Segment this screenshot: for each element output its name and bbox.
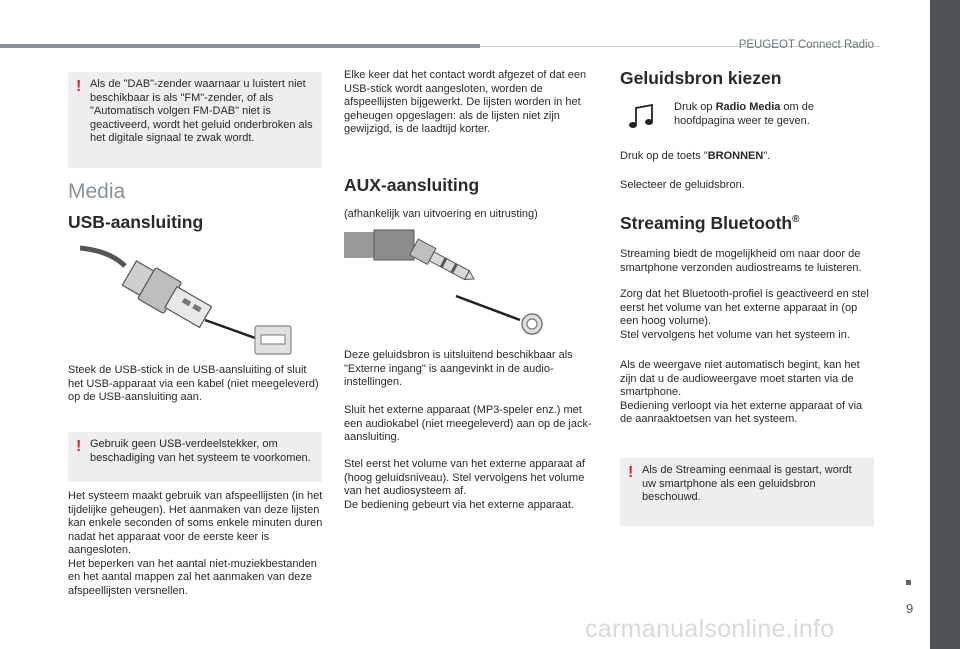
warning-text: Gebruik geen USB-verdeelstekker, om beschadiging van het systeem te voorkomen. xyxy=(90,438,311,464)
section-title-source: Geluidsbron kiezen xyxy=(620,68,782,88)
section-title-bluetooth: Streaming Bluetooth® xyxy=(620,213,800,233)
usb-paragraph: Steek de USB-stick in de USB-aansluiting of sluit het USB-apparaat via een kabel (niet meegeleverd) op de USB-aansluiting aan. xyxy=(68,364,319,403)
warning-icon: ! xyxy=(76,78,82,95)
bt-paragraph-3: Als de weergave niet automatisch begint, kan het zijn dat u de audioweergave moet starten via de smartphone. Bediening verloopt via het externe apparaat of via de aanraaktoetsen van het systeem. xyxy=(620,359,863,425)
playlist-paragraph: Het systeem maakt gebruik van afspeellijsten (in het tijdelijke geheugen). Het aanmaken van deze lijsten kan enkele seconden of soms enkele minuten duren nadat het apparaat voor de eerste keer is aangesloten. Het beperken van het aantal niet-muziekbestanden en het aantal mappen zal het aanmaken van deze afspeellijsten versnellen. xyxy=(68,490,323,597)
warning-icon: ! xyxy=(628,464,634,481)
aux-paragraph-1: Deze geluidsbron is uitsluitend beschikbaar als "Externe ingang" is aangevinkt in de audio-instellingen. xyxy=(344,349,573,388)
aux-note: (afhankelijk van uitvoering en uitrusting) xyxy=(344,208,538,220)
warning-text: Als de "DAB"-zender waarnaar u luistert niet beschikbaar is als "FM"-zender, of als "Automatisch volgen FM-DAB" niet is geactiveerd, wordt het geluid onderbroken als het digitale signaal te zwak wordt. xyxy=(90,78,313,144)
warning-text: Als de Streaming eenmaal is gestart, wordt uw smartphone als een geluidsbron beschouwd. xyxy=(642,464,852,503)
radio-media-label: Radio Media xyxy=(715,101,781,113)
section-title-media: Media xyxy=(68,180,126,203)
contact-paragraph: Elke keer dat het contact wordt afgezet of dat een USB-stick wordt aangesloten, worden de afspeellijsten bijgewerkt. De lijsten worden in het geheugen opgeslagen: als de lijsten niet zijn gewijzigd, is de laadtijd korter. xyxy=(344,69,587,135)
aux-jack-illustration xyxy=(344,228,554,338)
warning-icon: ! xyxy=(76,438,82,455)
aux-paragraph-2: Sluit het externe apparaat (MP3-speler enz.) met een audiokabel (niet meegeleverd) aan op de jack-aansluiting. xyxy=(344,404,592,443)
bt-paragraph-1: Streaming biedt de mogelijkheid om naar door de smartphone verzonden audiostreams te luisteren. xyxy=(620,248,862,274)
warning-box-bluetooth xyxy=(620,458,874,526)
usb-illustration xyxy=(80,240,300,355)
source-instruction: Druk op Radio Media om de hoofdpagina weer te geven. xyxy=(674,101,815,127)
bronnen-instruction: Druk op de toets "BRONNEN". xyxy=(620,150,771,162)
watermark: carmanualsonline.info xyxy=(585,615,835,643)
side-strip xyxy=(930,0,960,649)
select-source-paragraph: Selecteer de geluidsbron. xyxy=(620,179,745,191)
section-title-usb: USB-aansluiting xyxy=(68,212,204,232)
page-number: 9 xyxy=(906,601,914,616)
bt-paragraph-2: Zorg dat het Bluetooth-profiel is geactiveerd en stel eerst het volume van het externe apparaat in (op een hoog volume). Stel vervolgens het volume van het systeem in. xyxy=(620,288,869,341)
warning-box-dab xyxy=(68,72,322,168)
page-marker xyxy=(906,580,911,585)
section-title-aux: AUX-aansluiting xyxy=(344,175,480,195)
music-note-icon xyxy=(628,104,656,130)
bronnen-label: BRONNEN xyxy=(707,150,764,162)
warning-box-usb xyxy=(68,432,322,482)
aux-paragraph-3: Stel eerst het volume van het externe apparaat af (hoog geluidsniveau). Stel vervolgens het volume van het audiosysteem af. De bediening gebeurt via het externe apparaat. xyxy=(344,458,585,511)
header-rule xyxy=(0,44,480,48)
header-title: PEUGEOT Connect Radio xyxy=(738,39,874,51)
